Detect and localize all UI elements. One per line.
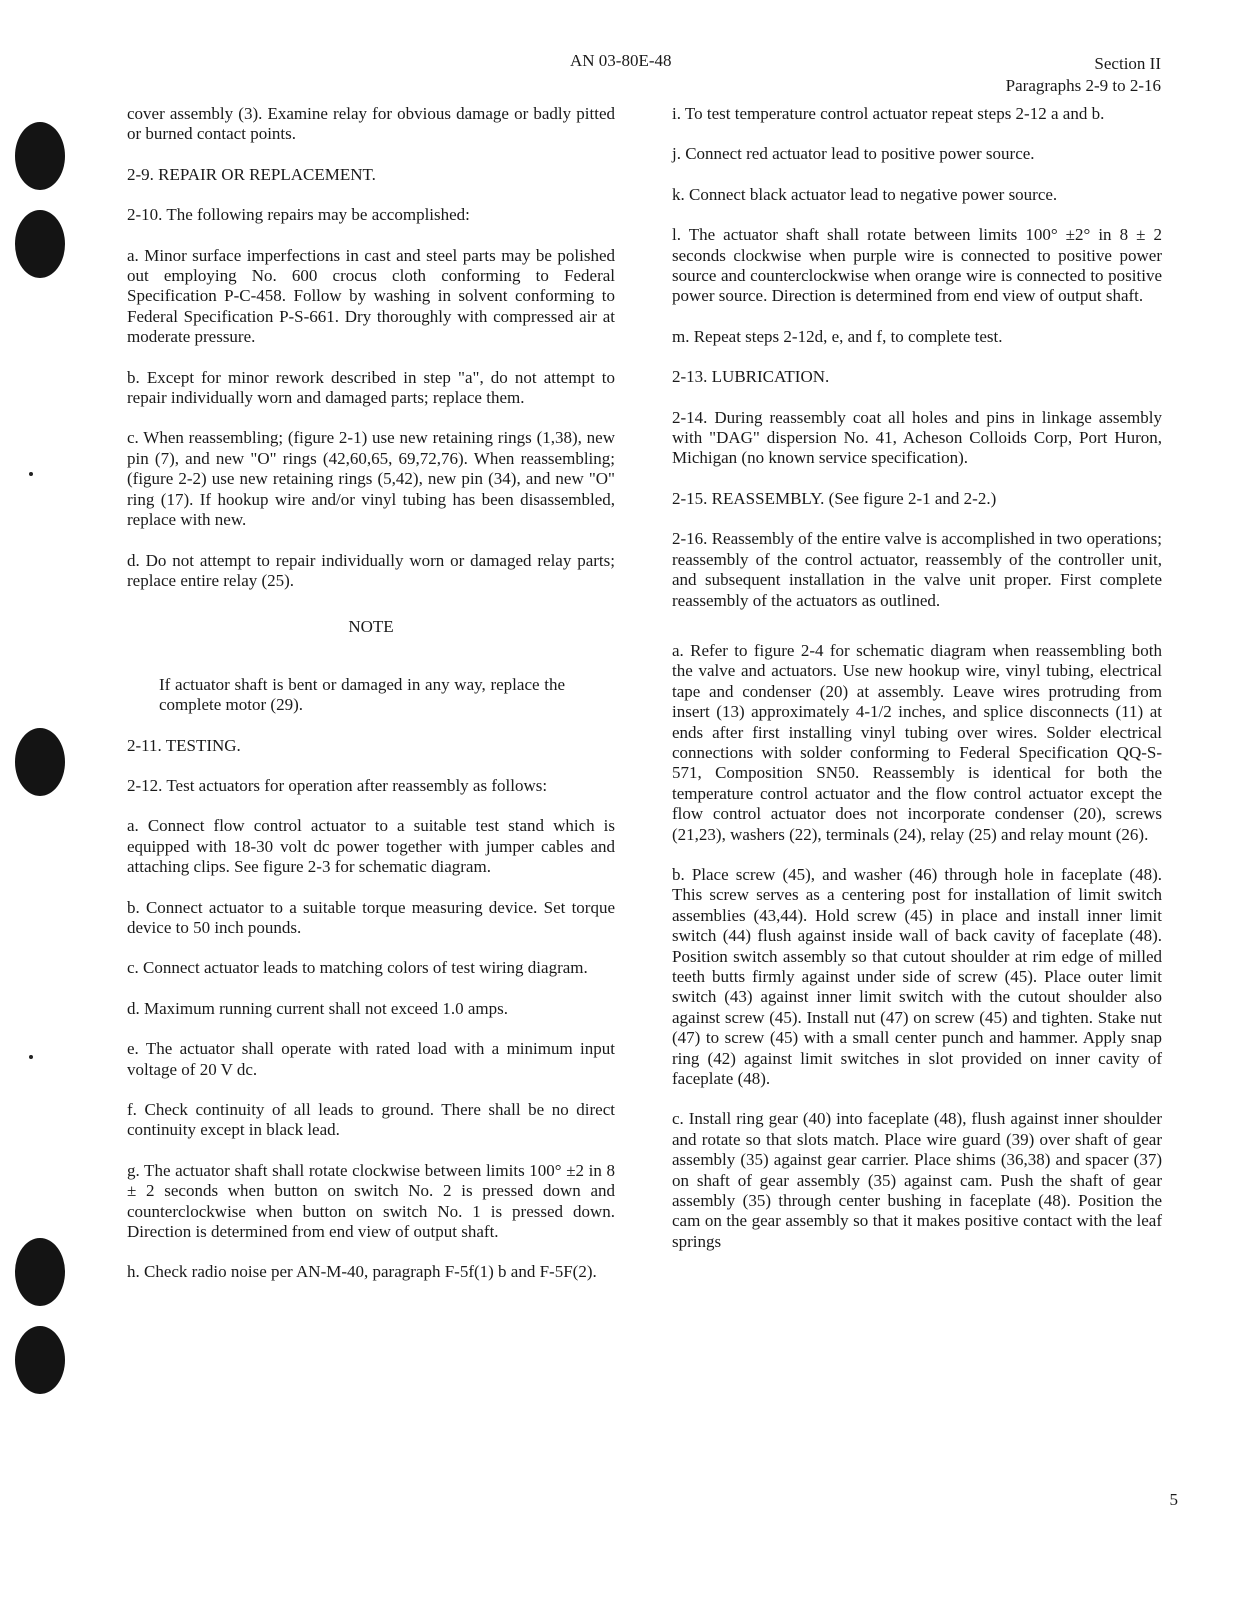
heading-testing: 2-11. TESTING.: [127, 735, 241, 755]
note-text: If actuator shaft is bent or damaged in any way, replace the complete motor (29).: [159, 674, 565, 715]
heading-reassembly: 2-15. REASSEMBLY. (See figure 2-1 and 2-2.): [672, 488, 997, 508]
paragraph-2-12: 2-12. Test actuators for operation after reassembly as follows:: [127, 775, 548, 795]
step-a-polishing: a. Minor surface imperfections in cast and steel parts may be polished out employing No. 600 crocus cloth conforming to Federal Specification P-C-458. Follow by washing in solvent conforming to Federal Specification P-S-661. Dry thoroughly with compressed air at moderate pressure.: [127, 245, 615, 347]
paragraph-2-14: 2-14. During reassembly coat all holes and pins in linkage assembly with "DAG" dispersion No. 41, Acheson Colloids Corp, Port Huron, Michigan (no known service specification).: [672, 407, 1162, 468]
step-d-relay: d. Do not attempt to repair individually worn or damaged relay parts; replace entire relay (25).: [127, 550, 615, 590]
test-step-f: f. Check continuity of all leads to ground. There shall be no direct continuity except in black lead.: [127, 1100, 615, 1140]
heading-lubrication: 2-13. LUBRICATION.: [672, 367, 830, 387]
binder-hole-5: [15, 1326, 65, 1394]
relay-examine-text: cover assembly (3). Examine relay for obvious damage or badly pitted or burned contact points.: [127, 104, 615, 144]
test-step-c: c. Connect actuator leads to matching colors of test wiring diagram.: [127, 958, 588, 978]
binder-hole-3: [15, 728, 65, 796]
test-step-i: i. To test temperature control actuator repeat steps 2-12 a and b.: [672, 104, 1105, 123]
test-step-h: h. Check radio noise per AN-M-40, paragraph F-5f(1) b and F-5F(2).: [127, 1262, 597, 1282]
paragraph-2-10: 2-10. The following repairs may be accomplished:: [127, 205, 470, 225]
test-step-k: k. Connect black actuator lead to negative power source.: [672, 184, 1058, 204]
test-step-b: b. Connect actuator to a suitable torque measuring device. Set torque device to 50 inch pounds.: [127, 897, 615, 937]
heading-repair-replacement: 2-9. REPAIR OR REPLACEMENT.: [127, 164, 376, 184]
document-number: AN 03-80E-48: [570, 51, 672, 70]
reassembly-step-c: c. Install ring gear (40) into faceplate (48), flush against inner shoulder and rotate so that slots match. Place wire guard (39) over shaft of gear assembly (35) against gear carrier. Place shims (36,38) and spacer (37) on shaft of gear assembly (35) against cam. Push the shaft of gear assembly (35) through center bushing in faceplate (48). Position the cam on the gear assembly so that it makes positive contact with the leaf springs: [672, 1109, 1162, 1251]
test-step-j: j. Connect red actuator lead to positive power source.: [672, 144, 1035, 164]
note-heading: NOTE: [348, 617, 394, 637]
reassembly-step-b: b. Place screw (45), and washer (46) through hole in faceplate (48). This screw serves as a centering post for installation of limit switch assemblies (43,44). Hold screw (45) in place and install inner limit switch (44) flush against inside wall of back cavity of faceplate (48). Position switch assembly so that cutout shoulder at rim edge of milled teeth butts firmly against under side of screw (45). Place outer limit switch (43) against inner limit switch with the cutout shoulder also against screw (45). Install nut (47) on screw (45) and tighten. Stake nut (47) to screw (45) with a small center punch and hammer. Apply snap ring (42) against limit switches in slot provided on inner cavity of faceplate (48).: [672, 864, 1162, 1089]
right-column: [672, 104, 1162, 1252]
step-c-reassembling: c. When reassembling; (figure 2-1) use new retaining rings (1,38), new pin (7), and new "O" rings (42,60,65, 69,72,76). When reassembling; (figure 2-2) use new retaining rings (5,42), new pin (34), and new "O" ring (17). If hookup wire and/or vinyl tubing has been disassembled, replace with new.: [127, 428, 615, 530]
step-b-rework: b. Except for minor rework described in step "a", do not attempt to repair individually worn and damaged parts; replace them.: [127, 367, 615, 408]
left-column: [127, 104, 615, 1283]
test-step-d: d. Maximum running current shall not exceed 1.0 amps.: [127, 998, 508, 1018]
binder-hole-2: [15, 210, 65, 278]
page-number: 5: [1169, 1490, 1178, 1509]
binder-hole-1: [15, 122, 65, 190]
test-step-e: e. The actuator shall operate with rated load with a minimum input voltage of 20 V dc.: [127, 1039, 615, 1079]
binder-hole-4: [15, 1238, 65, 1306]
margin-speck: [29, 472, 33, 476]
test-step-l: l. The actuator shaft shall rotate between limits 100° ±2° in 8 ± 2 seconds clockwise when purple wire is connected to positive power source and counterclockwise when orange wire is connected to positive power source. Direction is determined from end view of output shaft.: [672, 225, 1162, 306]
paragraph-2-16: 2-16. Reassembly of the entire valve is accomplished in two operations; reassembly of the control actuator, reassembly of the controller unit, and subsequent installation in the valve unit proper. First complete reassembly of the actuators as outlined.: [672, 529, 1162, 610]
test-step-a: a. Connect flow control actuator to a suitable test stand which is equipped with 18-30 volt dc power together with jumper cables and attaching clips. See figure 2-3 for schematic diagram.: [127, 816, 615, 877]
paragraph-range: Paragraphs 2-9 to 2-16: [1005, 76, 1161, 95]
section-label: Section II: [1094, 54, 1161, 73]
margin-speck: [29, 1055, 33, 1059]
test-step-m: m. Repeat steps 2-12d, e, and f, to complete test.: [672, 326, 1003, 346]
test-step-g: g. The actuator shaft shall rotate clockwise between limits 100° ±2 in 8 ± 2 seconds when button on switch No. 2 is pressed down and counterclockwise when button on switch No. 1 is pressed down. Direction is determined from end view of output shaft.: [127, 1160, 615, 1242]
reassembly-step-a: a. Refer to figure 2-4 for schematic diagram when reassembling both the valve and actuators. Use new hookup wire, vinyl tubing, electrical tape and condenser (20) at assembly. Leave wires protruding from insert (13) approximately 4-1/2 inches, and splice disconnects (11) at ends after first installing vinyl tubing over wires. Solder electrical connections with solder conforming to Federal Specification QQ-S-571, Composition SN50. Reassembly is identical for both the temperature control actuator and the flow control actuator except the flow control actuator does not incorporate condenser (20), screws (21,23), washers (22), terminals (24), relay (25) and relay mount (26).: [672, 640, 1162, 844]
